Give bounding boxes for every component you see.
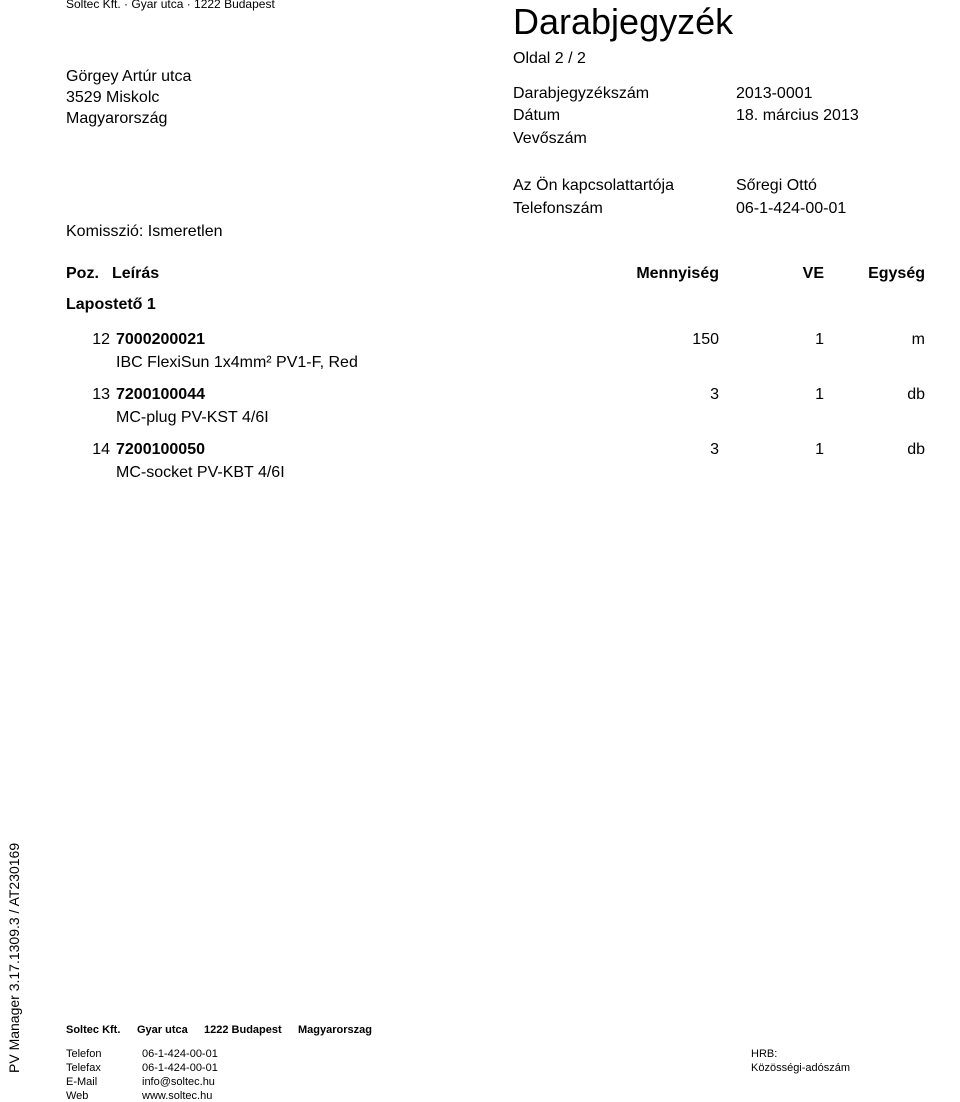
item-quantity: 150 xyxy=(692,331,719,348)
footer-city: 1222 Budapest xyxy=(204,1024,282,1036)
item-pos: 13 xyxy=(92,386,110,403)
item-ve: 1 xyxy=(815,441,824,458)
date-value: 18. március 2013 xyxy=(736,107,859,124)
phone-label: Telefonszám xyxy=(513,200,603,217)
footer-tax-label: Közösségi-adószám xyxy=(751,1062,851,1074)
document-title: Darabjegyzék xyxy=(513,1,734,42)
footer-phone-label: Telefon xyxy=(66,1048,102,1060)
footer-country: Magyarorszag xyxy=(298,1024,372,1036)
footer-company: Soltec Kft. xyxy=(66,1024,121,1036)
item-unit: db xyxy=(907,441,925,458)
recipient-street: Görgey Artúr utca xyxy=(66,68,192,85)
item-pos: 14 xyxy=(92,441,110,458)
group-heading: Lapostető 1 xyxy=(66,296,156,313)
item-article-number: 7200100050 xyxy=(116,441,205,458)
date-label: Dátum xyxy=(513,107,561,124)
item-unit: m xyxy=(911,331,925,348)
item-quantity: 3 xyxy=(710,386,719,403)
item-article-number: 7000200021 xyxy=(116,331,205,348)
footer-hrb-label: HRB: xyxy=(751,1048,778,1060)
item-quantity: 3 xyxy=(710,441,719,458)
col-qty-header: Mennyiség xyxy=(636,265,719,282)
page-number: Oldal 2 / 2 xyxy=(513,50,586,67)
item-pos: 12 xyxy=(92,331,110,348)
footer-fax-label: Telefax xyxy=(66,1062,101,1074)
footer-web-value[interactable]: www.soltec.hu xyxy=(142,1090,213,1102)
sender-line: Soltec Kft. · Gyar utca · 1222 Budapest xyxy=(66,0,275,11)
footer-web-label: Web xyxy=(66,1090,89,1102)
number-value: 2013-0001 xyxy=(736,85,813,102)
item-ve: 1 xyxy=(815,386,824,403)
contact-value: Sőregi Ottó xyxy=(736,177,817,194)
item-description: MC-plug PV-KST 4/6I xyxy=(116,409,269,426)
item-unit: db xyxy=(907,386,925,403)
footer-phone-value: 06-1-424-00-01 xyxy=(142,1048,218,1060)
item-ve: 1 xyxy=(815,331,824,348)
commission: Komisszió: Ismeretlen xyxy=(66,223,223,240)
footer-fax-value: 06-1-424-00-01 xyxy=(142,1062,218,1074)
col-ve-header: VE xyxy=(802,265,824,282)
contact-label: Az Ön kapcsolattartója xyxy=(513,177,674,194)
recipient-country: Magyarország xyxy=(66,110,168,127)
footer-street: Gyar utca xyxy=(137,1024,188,1036)
recipient-city: 3529 Miskolc xyxy=(66,89,160,106)
phone-value: 06-1-424-00-01 xyxy=(736,200,847,217)
col-unit-header: Egység xyxy=(868,265,925,282)
footer-email-value[interactable]: info@soltec.hu xyxy=(142,1076,215,1088)
footer-email-label: E-Mail xyxy=(66,1076,98,1088)
item-description: IBC FlexiSun 1x4mm² PV1-F, Red xyxy=(116,354,358,371)
customer-label: Vevőszám xyxy=(513,130,587,147)
item-description: MC-socket PV-KBT 4/6I xyxy=(116,464,285,481)
item-article-number: 7200100044 xyxy=(116,386,205,403)
software-version-side-text: PV Manager 3.17.1309.3 / AT230169 xyxy=(6,842,22,1073)
col-desc-header: Leírás xyxy=(112,265,160,282)
col-pos-header: Poz. xyxy=(66,265,99,282)
number-label: Darabjegyzékszám xyxy=(513,85,650,102)
